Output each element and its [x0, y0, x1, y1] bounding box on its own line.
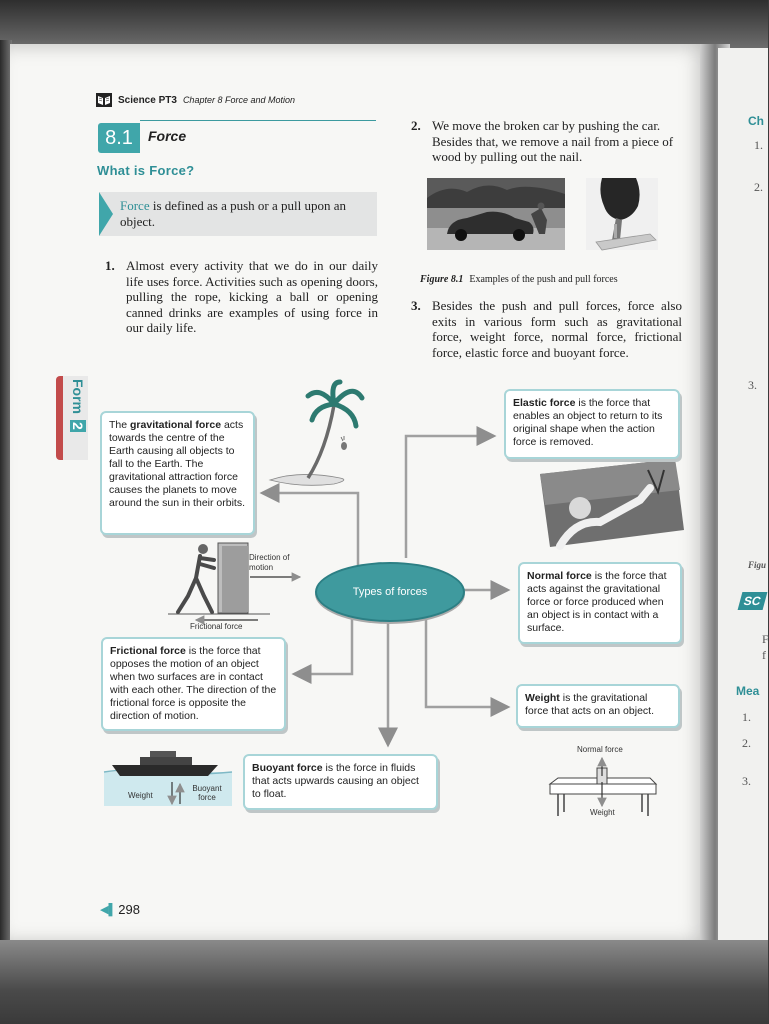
next-page-text: Ch [748, 114, 764, 128]
normal-force-box: Normal force is the force that acts against the gravitational force or force produced when an object is in contact with a surface. [518, 562, 682, 644]
next-page-text: F [762, 632, 769, 646]
next-page-text: 3. [742, 774, 751, 788]
paragraph: Besides the push and pull forces, force also exits in various form such as gravitational force, weight force, normal force, frictional force, elastic force and buoyant force. [432, 298, 682, 360]
paragraph: We move the broken car by pushing the car. Besides that, we remove a nail from a piece of wood by pulling out the nail. [432, 118, 674, 164]
next-page-text: Figu [748, 560, 767, 570]
frictional-force-box: Frictional force is the force that opposes the motion of an object when two surfaces are in contact with each other. The direction of the frictional force is opposite the direction of motion. [101, 637, 286, 731]
next-page-text: 1. [742, 710, 751, 724]
page-number-value: 298 [118, 902, 140, 917]
next-page-text: 2. [754, 180, 763, 194]
boat-weight-label: Weight [128, 791, 153, 800]
next-page-text: SC [738, 592, 767, 610]
paragraph: Almost every activity that we do in our daily life uses force. Activities such as opening doors, pulling the rope, kicking a ball or opening canned drinks are examples of using force in our daily life. [126, 258, 378, 335]
gravitational-force-box: The gravitational force acts towards the centre of the Earth causing all objects to fall to the Earth. The gravitational attraction force causes the planets to move around the sun in their orbits. [100, 411, 255, 535]
table-weight-label: Weight [590, 808, 615, 817]
paragraph-number: 3. [411, 298, 421, 313]
paragraph-number: 1. [105, 258, 115, 273]
buoyant-force-label: Buoyant force [192, 784, 222, 802]
paragraph-number: 2. [411, 118, 421, 133]
subheading: What is Force? [97, 163, 195, 178]
figure-caption: Figure 8.1 Examples of the push and pull forces [420, 274, 618, 285]
page-number [100, 902, 140, 917]
weight-box: Weight is the gravitational force that acts on an object. [516, 684, 680, 728]
form-tab-label: Form2 [70, 379, 86, 430]
next-page-text: 3. [748, 378, 757, 392]
section-title: Force [148, 128, 187, 144]
elastic-force-box: Elastic force is the force that enables an object to return to its original shape when the action force is removed. [504, 389, 680, 459]
scan-bottom-shadow [0, 940, 768, 1024]
page-arrow-icon: ◀▌ [100, 904, 117, 916]
slingshot-photo [540, 459, 684, 547]
definition-text: Force is defined as a push or a pull upon an object. [120, 198, 347, 229]
next-page-text: f [762, 648, 766, 662]
frictional-force-label: Frictional force [190, 622, 243, 631]
direction-of-motion-label: Direction of motion [249, 553, 290, 572]
next-page-text: 1. [754, 138, 763, 152]
types-of-forces-node: Types of forces [315, 562, 465, 622]
next-page-text: 2. [742, 736, 751, 750]
header-subject: Science PT3 [118, 94, 177, 106]
buoyant-force-box: Buoyant force is the force in fluids that acts upwards causing an object to float. [243, 754, 438, 810]
normal-force-label: Normal force [577, 745, 623, 754]
palm-tree-illustration [270, 382, 362, 485]
header-chapter: Chapter 8 Force and Motion [182, 95, 295, 105]
next-page-text: Mea [736, 684, 760, 698]
section-number: 8.1 [98, 123, 140, 153]
